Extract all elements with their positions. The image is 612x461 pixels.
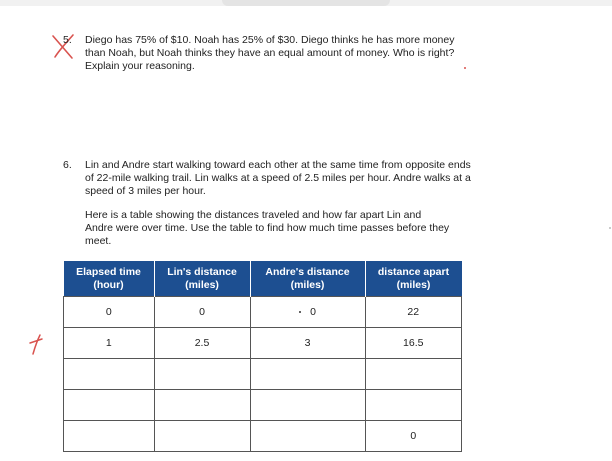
table-cell[interactable]: 3 [250,328,365,359]
table-cell[interactable] [154,359,250,390]
distance-table [63,261,462,452]
table-cell[interactable]: 0 [250,297,365,328]
table-cell[interactable]: 22 [365,297,462,328]
table-header-row [64,261,462,297]
header-lin-distance: Lin's distance (miles) [154,261,250,297]
stray-dot [299,311,301,313]
table-cell[interactable]: 2.5 [154,328,250,359]
table-row [64,390,462,421]
table-cell[interactable] [64,390,155,421]
problem-6-line: Here is a table showing the distances traveled and how far apart Lin and [85,209,422,221]
problem-6-number: 6. [63,159,72,171]
problem-6-line: speed of 3 miles per hour. [85,185,206,197]
table-cell[interactable] [250,421,365,452]
table-cell[interactable]: 0 [365,421,462,452]
header-distance-apart: distance apart (miles) [365,261,462,297]
table-cell[interactable]: 0 [154,297,250,328]
header-elapsed-time: Elapsed time (hour) [64,261,155,297]
problem-6-intro [85,159,555,198]
table-cell[interactable] [64,359,155,390]
page-edge-mark [609,227,611,229]
problem-6-line: of 22-mile walking trail. Lin walks at a speed of 2.5 miles per hour. Andre walks at a [85,172,471,184]
problem-6-line: meet. [85,235,112,247]
problem-6-line: Andre were over time. Use the table to find how much time passes before they [85,222,450,234]
red-check-mark-icon [28,333,48,357]
table-row [64,359,462,390]
viewer-tab-stub[interactable] [222,0,390,6]
problem-5-line: Diego has 75% of $10. Noah has 25% of $30. Diego thinks he has more money [85,34,455,46]
table-cell[interactable] [365,359,462,390]
table-cell[interactable] [64,421,155,452]
table-row [64,421,462,452]
problem-5-line: Explain your reasoning. [85,60,195,72]
table-row [64,328,462,359]
problem-5-number: 5. [63,34,72,46]
table-cell[interactable]: 1 [64,328,155,359]
table-cell[interactable] [250,359,365,390]
header-andre-distance: Andre's distance (miles) [250,261,365,297]
table-cell[interactable] [154,421,250,452]
table-cell[interactable]: 0 [64,297,155,328]
problem-6-instruction [85,209,525,248]
table-cell[interactable] [365,390,462,421]
problem-6-line: Lin and Andre start walking toward each other at the same time from opposite ends [85,159,471,171]
problem-5-line: than Noah, but Noah thinks they have an equal amount of money. Who is right? [85,47,455,59]
table-cell[interactable]: 16.5 [365,328,462,359]
stray-pen-dot [464,67,466,69]
problem-5-text [85,34,525,73]
table-cell[interactable] [250,390,365,421]
table-cell[interactable] [154,390,250,421]
table-row [64,297,462,328]
